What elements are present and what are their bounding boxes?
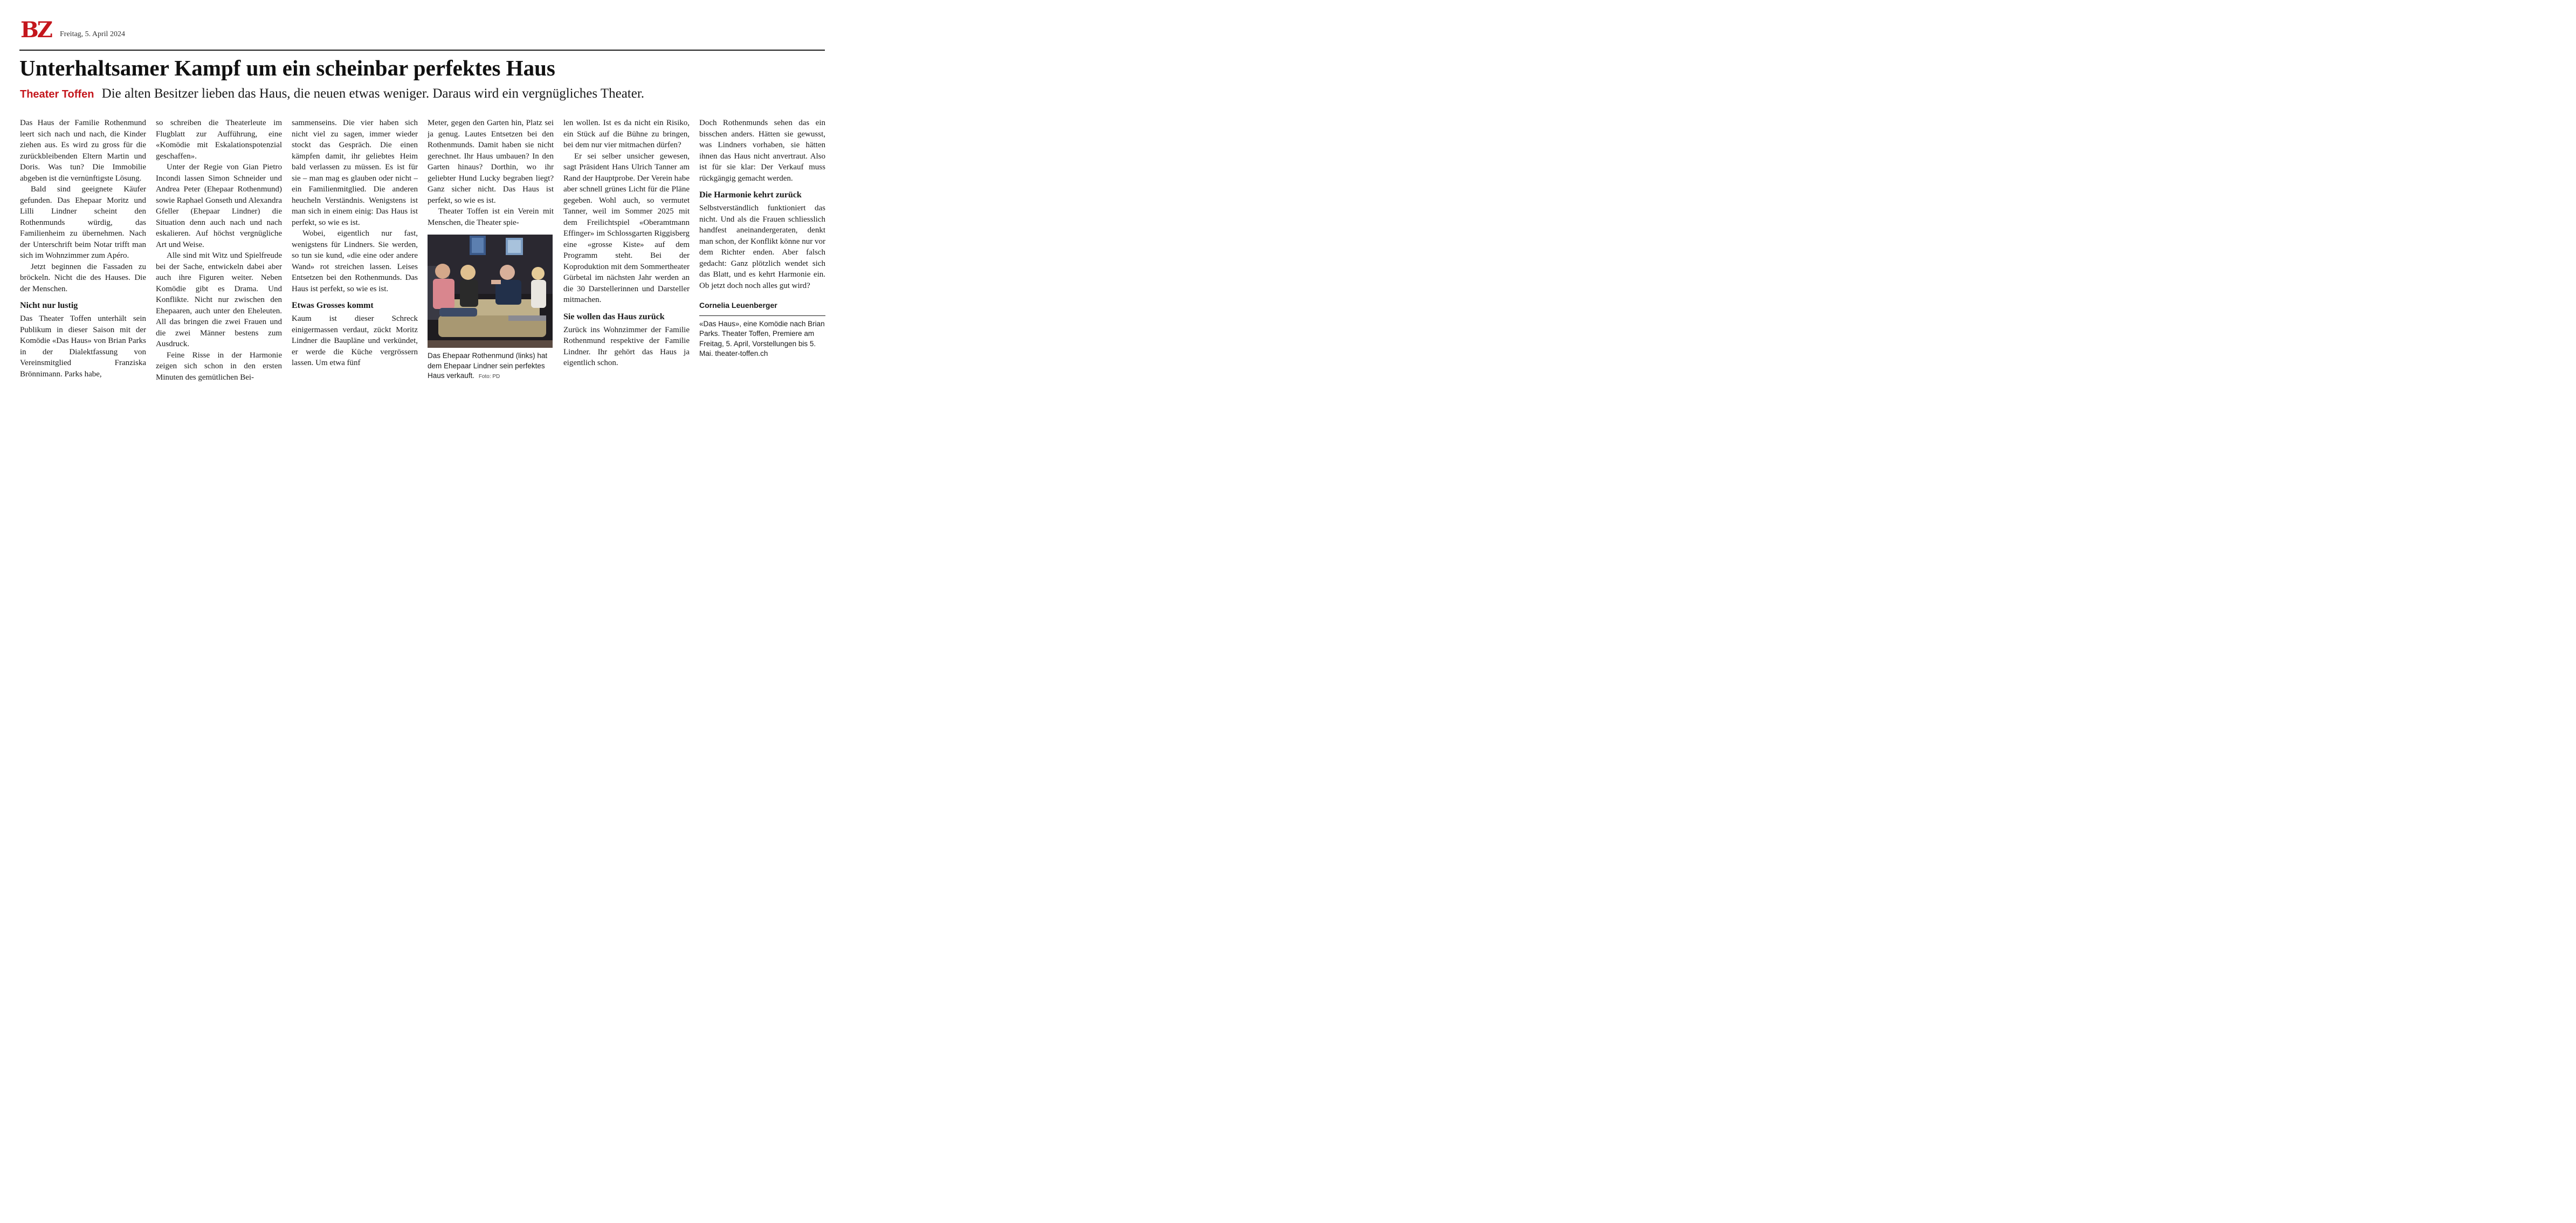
subheading: Die Harmonie kehrt zurück xyxy=(699,190,802,200)
column-5 xyxy=(563,118,690,390)
paragraph: Doch Rothenmunds sehen das ein bisschen anders. Hätten sie gewusst, was Lindners vorhaben, sie hätten ihnen das Haus nicht anvertraut. Also ist für sie klar: Der Verkauf muss rückgängig gemacht werden. xyxy=(699,119,825,183)
paragraph: so schreiben die Theaterleute im Flugblatt zur Aufführung, eine «Komödie mit Eskalationspotenzial geschaffen». xyxy=(156,119,282,161)
article-body xyxy=(20,118,825,390)
paragraph: Bald sind geeignete Käufer gefunden. Das Ehepaar Moritz und Lilli Lindner scheint den Rothenmunds würdig, das Familienheim zu übernehmen. Nach der Unterschrift beim Notar trifft man sich im Wohnzimmer zum Apéro. xyxy=(20,185,146,260)
masthead xyxy=(20,18,125,41)
column-6 xyxy=(699,118,825,390)
paragraph: Das Haus der Familie Rothenmund leert sich nach und nach, die Kinder ziehen aus. Es wird zu gross für die zurückbleibenden Eltern Martin und Doris. Was tun? Die Immobilie abgeben ist die vernünftigste Lösung. xyxy=(20,119,146,183)
subheading: Nicht nur lustig xyxy=(20,301,78,310)
paragraph: Zurück ins Wohnzimmer der Familie Rothenmund respektive der Familie Lindner. Ihr gehört das Haus ja eigentlich schon. xyxy=(563,325,690,367)
caption-text: Das Ehepaar Rothenmund (links) hat dem Ehepaar Lindner sein perfektes Haus verkauft. xyxy=(428,352,548,380)
paragraph: sammenseins. Die vier haben sich nicht viel zu sagen, immer wieder stockt das Gespräch. Die einen kämpfen damit, ihr geliebtes Heim bald verlassen zu müssen. Es ist für sie – man mag es glauben oder nicht – ein Familienmitglied. Die anderen heucheln Verständnis. Wenigstens ist man sich in einem einig: Das Haus ist perfekt, so wie es ist. xyxy=(292,119,418,227)
photo-credit: Foto: PD xyxy=(478,374,500,380)
kicker: Theater Toffen xyxy=(20,88,94,100)
paragraph: Selbstverständlich funktioniert das nicht. Und als die Frauen schliesslich handfest aneinandergeraten, denkt man schon, der Konflikt könne nur vor dem Richter enden. Aber falsch gedacht: Ganz plötzlich wendet sich das Blatt, und es kehrt Harmonie ein. Ob jetzt doch noch alles gut wird? xyxy=(699,204,825,290)
paragraph: Kaum ist dieser Schreck einigermassen verdaut, zückt Moritz Lindner die Baupläne und verkündet, er werde die Küche vergrössern lassen. Um etwa fünf xyxy=(292,314,418,367)
paragraph: Das Theater Toffen unterhält sein Publikum in dieser Saison mit der Komödie «Das Haus» von Brian Parks in der Dialektfassung von Vereinsmitglied Franziska Brönnimann. Parks habe, xyxy=(20,314,146,379)
paragraph: Unter der Regie von Gian Pietro Incondi lassen Simon Schneider und Andrea Peter (Ehepaar Rothenmund) sowie Raphael Gonseth und Alexandra Gfeller (Ehepaar Lindner) die Situation denn auch nach und nach eskalieren. Auf höchst vergnügliche Art und Weise. xyxy=(156,163,282,249)
paragraph: Jetzt beginnen die Fassaden zu bröckeln. Nicht die des Hauses. Die der Menschen. xyxy=(20,262,146,293)
paragraph: Theater Toffen ist ein Verein mit Menschen, die Theater spie- xyxy=(428,207,554,227)
paragraph: len wollen. Ist es da nicht ein Risiko, ein Stück auf die Bühne zu bringen, bei dem nur vier mitmachen dürfen? xyxy=(563,119,690,149)
photo-caption xyxy=(428,351,554,382)
paragraph: Er sei selber unsicher gewesen, sagt Präsident Hans Ulrich Tanner am Rand der Hauptprobe. Der Verein habe aber schnell grünes Licht für die Pläne gegeben. Wohl auch, so vermutet Tanner, weil im Sommer 2025 mit dem Freilichtspiel «Oberamtmann Effinger» im Schlossgarten Riggisberg eine «grosse Kiste» auf dem Programm steht. Bei der Koproduktion mit dem Sommertheater Gürbetal im nächsten Jahr werden an die 30 Darstellerinnen und Darsteller mitmachen. xyxy=(563,152,690,304)
column-2 xyxy=(156,118,282,390)
paragraph: Meter, gegen den Garten hin, Platz sei ja genug. Lautes Entsetzen bei den Rothenmunds. Damit haben sie nicht gerechnet. Ihr Haus umbauen? In den Garten hinaus? Dorthin, wo ihr geliebter Hund Lucky begraben liegt? Ganz sicher nicht. Das Haus ist perfekt, so wie es ist. xyxy=(428,119,554,205)
column-3 xyxy=(292,118,418,390)
headline: Unterhaltsamer Kampf um ein scheinbar perfektes Haus xyxy=(19,56,555,80)
theater-photo xyxy=(428,235,553,348)
paragraph: Feine Risse in der Harmonie zeigen sich schon in den ersten Minuten des gemütlichen Bei- xyxy=(156,351,282,382)
info-box: «Das Haus», eine Komödie nach Brian Parks. Theater Toffen, Premiere am Freitag, 5. April, Vorstellungen bis 5. Mai. theater-toffen.ch xyxy=(699,315,825,359)
standfirst xyxy=(20,85,644,104)
paragraph: Wobei, eigentlich nur fast, wenigstens für Lindners. Sie werden, so tun sie kund, «die eine oder andere Wand» rot streichen lassen. Leises Entsetzen bei den Rothenmunds. Das Haus ist perfekt, so wie es ist. xyxy=(292,229,418,293)
header-rule xyxy=(19,50,825,51)
standfirst-text: Die alten Besitzer lieben das Haus, die neuen etwas weniger. Daraus wird ein vergnügliches Theater. xyxy=(101,86,645,101)
column-4 xyxy=(428,118,554,390)
publication-date: Freitag, 5. April 2024 xyxy=(60,30,125,38)
subheading: Etwas Grosses kommt xyxy=(292,301,374,310)
column-1 xyxy=(20,118,146,390)
subheading: Sie wollen das Haus zurück xyxy=(563,312,665,321)
paragraph: Alle sind mit Witz und Spielfreude bei der Sache, entwickeln dabei aber auch ihre Figuren weiter. Neben Komödie gibt es Drama. Und Konflikte. Nicht nur zwischen den Ehepaaren, auch unter den Eheleuten. All das bringen die zwei Frauen und die zwei Männer bestens zum Ausdruck. xyxy=(156,251,282,348)
author-name: Cornelia Leuenberger xyxy=(699,301,777,310)
bz-logo: BZ xyxy=(20,17,52,43)
